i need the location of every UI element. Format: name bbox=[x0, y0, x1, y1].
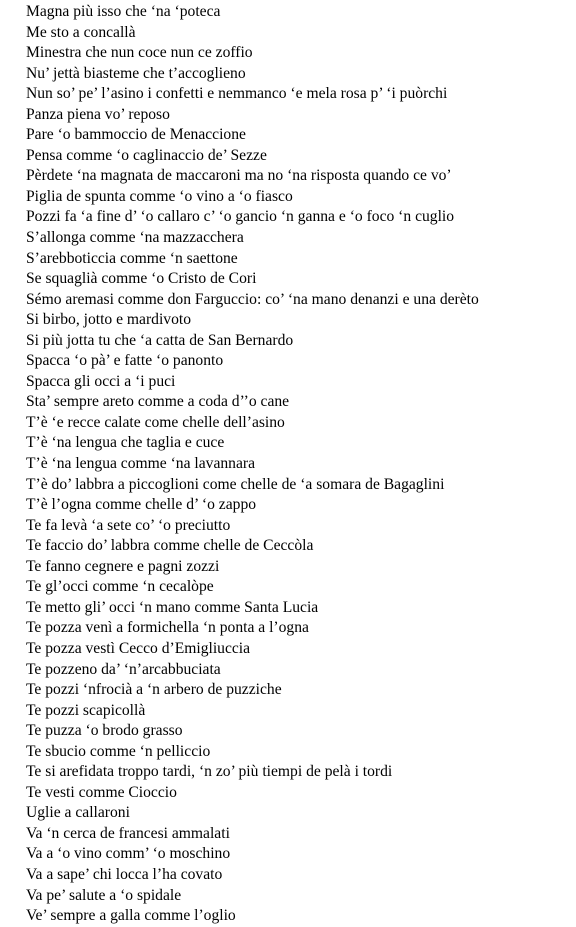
proverb-line: S’allonga comme ‘na mazzacchera bbox=[26, 229, 244, 247]
proverb-line: Te pozza venì a formichella ‘n ponta a l’ogna bbox=[26, 619, 309, 637]
proverb-line: T’è do’ labbra a piccoglioni come chelle de ‘a somara de Bagaglini bbox=[26, 475, 445, 493]
proverb-line: Panza piena vo’ reposo bbox=[26, 105, 170, 123]
proverb-line: Te gl’occi comme ‘n cecalòpe bbox=[26, 578, 214, 596]
proverb-line: Te pozzi ‘nfrocià a ‘n arbero de puzziche bbox=[26, 681, 282, 699]
proverb-line: Te vesti comme Cioccio bbox=[26, 783, 177, 801]
proverb-line: Spacca ‘o pà’ e fatte ‘o panonto bbox=[26, 352, 224, 370]
proverb-list bbox=[26, 2, 572, 927]
proverb-line: Spacca gli occi a ‘i puci bbox=[26, 372, 176, 390]
proverb-line: Pare ‘o bammoccio de Menaccione bbox=[26, 126, 246, 144]
proverb-line: Nun so’ pe’ l’asino i confetti e nemmanco ‘e mela rosa p’ ‘i puòrchi bbox=[26, 85, 448, 103]
proverb-line: Va a ‘o vino comm’ ‘o moschino bbox=[26, 845, 231, 863]
proverb-line: Se squaglià comme ‘o Cristo de Cori bbox=[26, 270, 257, 288]
proverb-line: Pensa comme ‘o caglinaccio de’ Sezze bbox=[26, 146, 267, 164]
proverb-line: Te faccio do’ labbra comme chelle de Ceccòla bbox=[26, 537, 314, 555]
proverb-line: Pèrdete ‘na magnata de maccaroni ma no ‘na risposta quando ce vo’ bbox=[26, 167, 452, 185]
proverb-line: T’è ‘e recce calate come chelle dell’asino bbox=[26, 413, 285, 431]
proverb-line: Me sto a concallà bbox=[26, 23, 136, 41]
proverb-line: T’è l’ogna comme chelle d’ ‘o zappo bbox=[26, 496, 257, 514]
proverb-line: Si più jotta tu che ‘a catta de San Bernardo bbox=[26, 331, 294, 349]
proverb-line: Te sbucio comme ‘n pelliccio bbox=[26, 742, 211, 760]
proverb-line: T’è ‘na lengua comme ‘na lavannara bbox=[26, 455, 256, 473]
proverb-line: Si birbo, jotto e mardivoto bbox=[26, 311, 192, 329]
proverb-line: Te puzza ‘o brodo grasso bbox=[26, 722, 183, 740]
proverb-line: Te pozzeno da’ ‘n’arcabbuciata bbox=[26, 660, 221, 678]
proverb-line: Te pozza vestì Cecco d’Emigliuccia bbox=[26, 639, 251, 657]
proverb-line: Te fanno cegnere e pagni zozzi bbox=[26, 557, 220, 575]
proverb-line: Va pe’ salute a ‘o spidale bbox=[26, 886, 182, 904]
proverb-line: Piglia de spunta comme ‘o vino a ‘o fiasco bbox=[26, 187, 293, 205]
proverb-line: Magna più isso che ‘na ‘poteca bbox=[26, 3, 221, 20]
proverb-line: Pozzi fa ‘a fine d’ ‘o callaro c’ ‘o gancio ‘n ganna e ‘o foco ‘n cuglio bbox=[26, 208, 455, 226]
proverb-line: Sta’ sempre areto comme a coda d’’o cane bbox=[26, 393, 290, 411]
proverb-line: S’arebboticcia comme ‘n saettone bbox=[26, 249, 238, 267]
proverb-line: Minestra che nun coce nun ce zoffio bbox=[26, 44, 253, 62]
proverb-line: Te si arefidata troppo tardi, ‘n zo’ più tiempi de pelà i tordi bbox=[26, 763, 393, 781]
proverb-line: Ve’ sempre a galla comme l’oglio bbox=[26, 907, 236, 925]
proverb-line: Nu’ jettà biasteme che t’accoglieno bbox=[26, 64, 246, 82]
proverb-line: Te metto gli’ occi ‘n mano comme Santa Lucia bbox=[26, 598, 319, 616]
proverb-line: T’è ‘na lengua che taglia e cuce bbox=[26, 434, 225, 452]
proverb-line: Te pozzi scapicollà bbox=[26, 701, 146, 719]
proverb-line: Uglie a callaroni bbox=[26, 804, 130, 822]
proverb-line: Te fa levà ‘a sete co’ ‘o preciutto bbox=[26, 516, 231, 534]
proverb-line: Va a sape’ chi locca l’ha covato bbox=[26, 865, 223, 883]
proverb-line: Sémo aremasi comme don Farguccio: co’ ‘na mano denanzi e una derèto bbox=[26, 290, 479, 308]
proverb-line: Va ‘n cerca de francesi ammalati bbox=[26, 824, 230, 842]
